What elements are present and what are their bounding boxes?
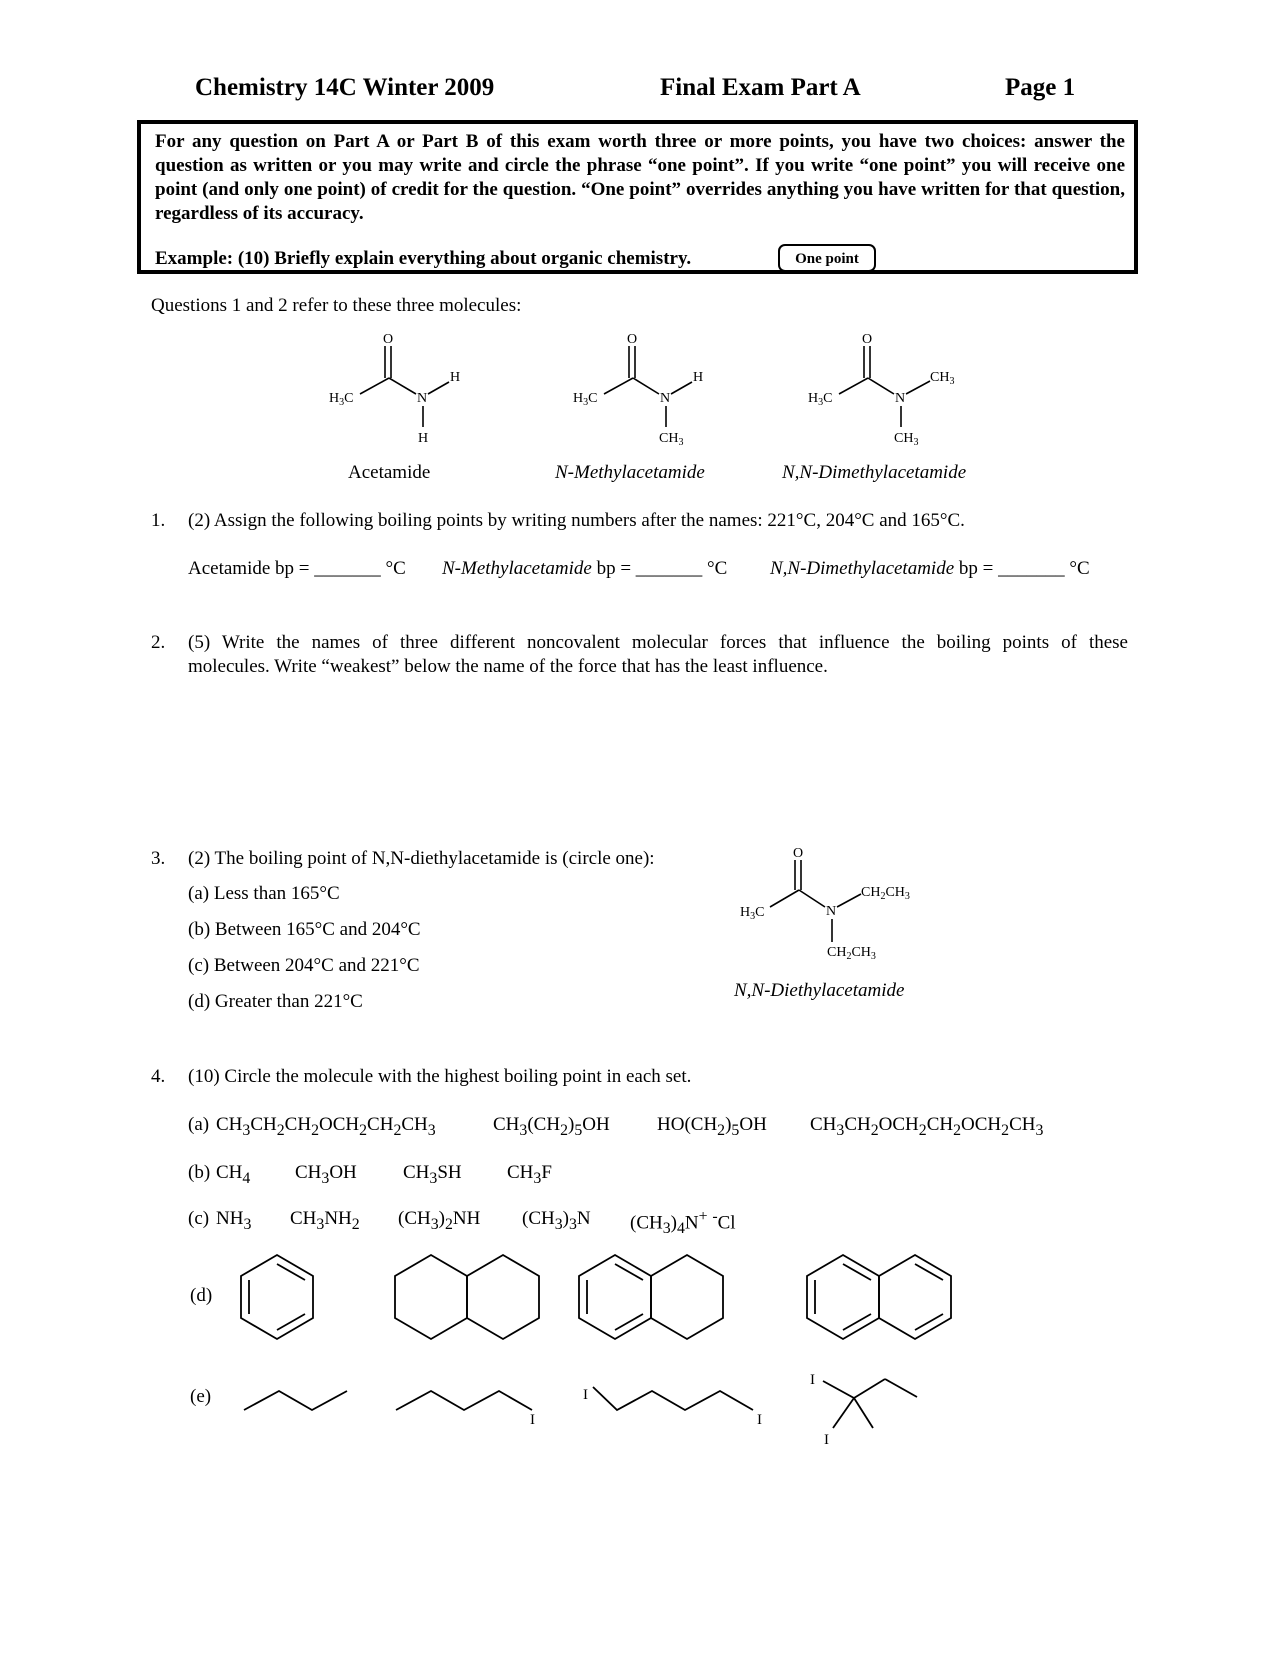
set-e-label: (e) [190, 1386, 212, 1407]
one-point-pill: One point [778, 244, 876, 272]
atom-label: $H_3C$ [740, 905, 765, 922]
set-c-choice-3[interactable]: $(CH_3)_2NH$ [398, 1208, 481, 1233]
question-3-option-a[interactable]: (a) Less than 165°C [188, 883, 340, 904]
questions-intro: Questions 1 and 2 refer to these three molecules: [151, 295, 522, 316]
molecule-name-nn-dimethylacetamide: N,N-Dimethylacetamide [782, 462, 967, 483]
atom-label: H [418, 431, 429, 446]
molecule-name-acetamide: Acetamide [348, 462, 431, 483]
set-a-choice-3[interactable]: $HO(CH_2)_5OH$ [657, 1114, 767, 1139]
set-c-choice-2[interactable]: $CH_3NH_2$ [290, 1208, 360, 1233]
question-2-line-1: (5) Write the names of three different noncovalent molecular forces that influence the boiling points of these [188, 632, 1128, 653]
atom-label: O [862, 332, 873, 347]
question-3-number: 3. [151, 848, 166, 869]
set-a-choice-1[interactable]: $CH_3CH_2CH_2OCH_2CH_2CH_3$ [216, 1114, 436, 1139]
question-1-text: (2) Assign the following boiling points by writing numbers after the names: 221°C, 204°C and 165°C. [188, 510, 965, 531]
atom-label: O [793, 846, 804, 861]
atom-label: $CH_3$ [894, 431, 919, 448]
set-c-label: (c) [188, 1208, 210, 1229]
atom-label: N [660, 391, 671, 406]
set-b-choice-2[interactable]: $CH_3OH$ [295, 1162, 357, 1187]
atom-label: O [383, 332, 394, 347]
question-3-text: (2) The boiling point of N,N-diethylacetamide is (circle one): [188, 848, 655, 869]
butane [244, 1391, 347, 1410]
set-c-choice-4[interactable]: $(CH_3)_3N$ [522, 1208, 591, 1233]
answer-nn-dimethylacetamide: N,N-Dimethylacetamide bp = _______ °C [770, 558, 1090, 579]
answer-acetamide: Acetamide bp = _______ °C [188, 558, 406, 579]
set-b-label: (b) [188, 1162, 211, 1183]
atom-label: N [417, 391, 428, 406]
atom-label: $CH_3$ [930, 370, 955, 387]
question-4-text: (10) Circle the molecule with the highest boiling point in each set. [188, 1066, 692, 1087]
set-b-choice-4[interactable]: $CH_3F$ [507, 1162, 552, 1187]
atom-label: $H_3C$ [808, 391, 833, 408]
molecule-name-n-methylacetamide: N-Methylacetamide [555, 462, 705, 483]
molecule-name-nn-diethylacetamide: N,N-Diethylacetamide [734, 980, 905, 1001]
atom-label: N [826, 904, 837, 919]
example-question: Example: (10) Briefly explain everything about organic chemistry. [155, 248, 692, 269]
set-a-choice-2[interactable]: $CH_3(CH_2)_5OH$ [493, 1114, 610, 1139]
question-4-number: 4. [151, 1066, 166, 1087]
set-c-choice-5[interactable]: $(CH_3)_4N^+$ -Cl [630, 1208, 736, 1238]
question-2-line-2: molecules. Write “weakest” below the name of the force that has the least influence. [188, 656, 828, 677]
atom-label: $CH_3$ [659, 431, 684, 448]
atom-label: $CH_2CH_3$ [827, 945, 876, 962]
atom-label: H [693, 370, 704, 385]
course-title: Chemistry 14C Winter 2009 [195, 74, 495, 101]
atom-label: N [895, 391, 906, 406]
atom-label: O [627, 332, 638, 347]
atom-label: H [450, 370, 461, 385]
atom-label: I [583, 1387, 588, 1403]
set-c-choice-1[interactable]: $NH_3$ [216, 1208, 252, 1233]
exam-title: Final Exam Part A [660, 74, 861, 101]
set-b-choice-3[interactable]: $CH_3SH$ [403, 1162, 462, 1187]
atom-label: I [530, 1412, 535, 1428]
atom-label: $H_3C$ [573, 391, 598, 408]
question-3-option-c[interactable]: (c) Between 204°C and 221°C [188, 955, 420, 976]
set-a-choice-4[interactable]: $CH_3CH_2OCH_2CH_2OCH_2CH_3$ [810, 1114, 1044, 1139]
iodoalkane-1 [396, 1391, 532, 1410]
set-b-choice-1[interactable]: $CH_4$ [216, 1162, 251, 1187]
set-a-label: (a) [188, 1114, 210, 1135]
question-3-option-d[interactable]: (d) Greater than 221°C [188, 991, 363, 1012]
set-d-label: (d) [190, 1285, 213, 1306]
atom-label: I [810, 1372, 815, 1388]
page-number: Page 1 [1005, 74, 1076, 101]
atom-label: $CH_2CH_3$ [861, 885, 910, 902]
iodoalkane-2 [593, 1387, 753, 1410]
question-1-number: 1. [151, 510, 166, 531]
atom-label: $H_3C$ [329, 391, 354, 408]
atom-label: I [757, 1412, 762, 1428]
atom-label: I [824, 1432, 829, 1448]
answer-n-methylacetamide: N-Methylacetamide bp = _______ °C [442, 558, 728, 579]
instructions-text: For any question on Part A or Part B of this exam worth three or more points, you have two choices: answer the question as written or you may write and circle the phrase “one point”. If you write “one point” you will receive one point (and only one point) of credit for the question. “One point” overrides anything you have written for that question, regardless of its accuracy. [155, 131, 1125, 224]
question-3-option-b[interactable]: (b) Between 165°C and 204°C [188, 919, 421, 940]
question-2-number: 2. [151, 632, 166, 653]
